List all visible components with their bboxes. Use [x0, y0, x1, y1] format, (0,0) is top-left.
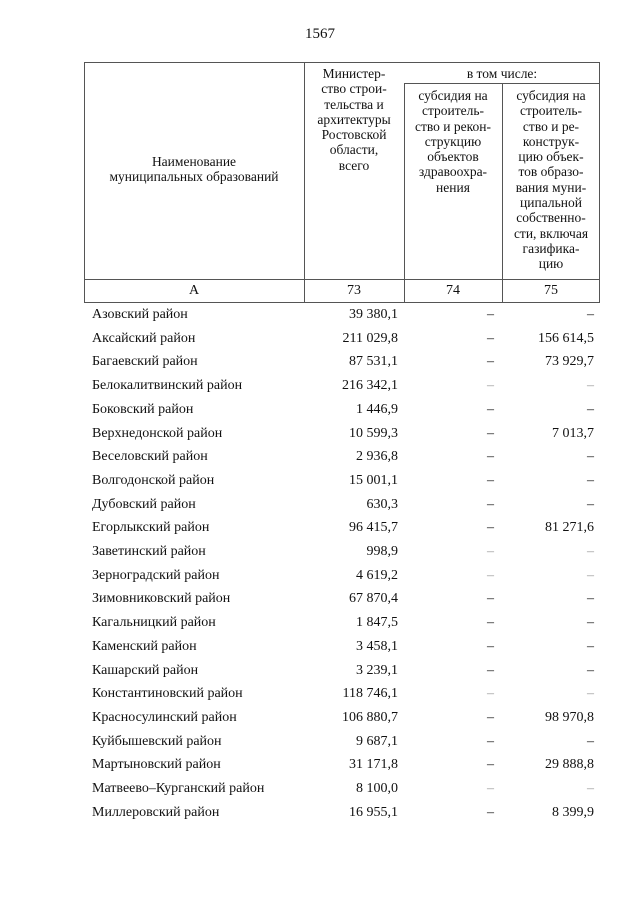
- value-col75: –: [587, 449, 594, 465]
- value-col75: 73 929,7: [545, 354, 594, 370]
- value-col73: 216 342,1: [342, 378, 398, 394]
- value-col75: –: [587, 733, 594, 749]
- table-row: [0, 588, 640, 611]
- district-name: Красносулинский район: [92, 709, 237, 725]
- table-row: [0, 754, 640, 777]
- value-col75: 98 970,8: [545, 709, 594, 725]
- value-col73: 106 880,7: [342, 709, 398, 725]
- district-name: Каменский район: [92, 638, 197, 654]
- value-col73: 998,9: [366, 544, 398, 559]
- district-name: Дубовский район: [92, 496, 196, 512]
- column-index-74: 74: [446, 283, 460, 298]
- district-name: Багаевский район: [92, 354, 198, 370]
- column-index-a: А: [188, 283, 200, 298]
- district-name: Верхнедонской район: [92, 425, 223, 441]
- value-col74: –: [487, 662, 494, 678]
- header-col74: субсидия на строитель- ство и рекон- струкцию объектов здравоохра- нения: [415, 88, 491, 195]
- value-col73: 87 531,1: [349, 354, 398, 370]
- value-col74: –: [487, 472, 494, 488]
- value-col74: –: [487, 638, 494, 654]
- header-including: в том числе:: [466, 66, 538, 81]
- value-col75: 8 399,9: [552, 804, 594, 820]
- table-row: [0, 375, 640, 398]
- value-col75: –: [587, 686, 594, 702]
- value-col74: –: [487, 757, 494, 773]
- header-col75: субсидия на строитель- ство и ре- конструк- цию объек- тов образо- вания муни- ципальной собственно- сти, включая газифика- цию: [513, 88, 589, 272]
- value-col73: 3 239,1: [356, 662, 398, 678]
- table-row: [0, 351, 640, 374]
- value-col73: 16 955,1: [349, 804, 398, 820]
- value-col74: –: [487, 378, 494, 394]
- value-col73: 67 870,4: [349, 591, 398, 607]
- table-row: [0, 802, 640, 825]
- header-rule-incl: [404, 83, 600, 84]
- table-row: [0, 541, 640, 564]
- value-col73: 1 446,9: [356, 401, 398, 417]
- value-col73: 630,3: [366, 496, 398, 512]
- table-row: [0, 660, 640, 683]
- table-row: [0, 328, 640, 351]
- column-index-75: 75: [544, 283, 558, 298]
- value-col74: –: [487, 781, 494, 796]
- value-col75: 29 888,8: [545, 757, 594, 773]
- value-col75: 81 271,6: [545, 520, 594, 536]
- value-col73: 10 599,3: [349, 425, 398, 441]
- value-col75: –: [587, 781, 594, 796]
- table-row: [0, 707, 640, 730]
- table-row: [0, 778, 640, 801]
- value-col74: –: [487, 330, 494, 346]
- district-name: Белокалитвинский район: [92, 378, 243, 394]
- table-row: [0, 565, 640, 588]
- district-name: Аксайский район: [92, 330, 196, 346]
- table-row: [0, 423, 640, 446]
- district-name: Азовский район: [92, 307, 188, 322]
- value-col74: –: [487, 804, 494, 820]
- value-col73: 96 415,7: [349, 520, 398, 536]
- table-row: [0, 612, 640, 635]
- value-col74: –: [487, 709, 494, 725]
- district-name: Заветинский район: [92, 544, 206, 559]
- value-col74: –: [487, 354, 494, 370]
- value-col73: 211 029,8: [342, 330, 398, 346]
- header-col73: Министер- ство строи- тельства и архитектуры Ростовской области, всего: [317, 66, 391, 173]
- table-row: [0, 636, 640, 659]
- value-col74: –: [487, 567, 494, 583]
- value-col75: –: [587, 662, 594, 678]
- value-col73: 3 458,1: [356, 638, 398, 654]
- value-col74: –: [487, 686, 494, 702]
- header-rule-index: [84, 279, 600, 280]
- value-col73: 9 687,1: [356, 733, 398, 749]
- value-col73: 39 380,1: [349, 307, 398, 322]
- value-col73: 15 001,1: [349, 472, 398, 488]
- district-name: Кашарский район: [92, 662, 199, 678]
- value-col74: –: [487, 425, 494, 441]
- value-col74: –: [487, 401, 494, 417]
- value-col75: 7 013,7: [552, 425, 594, 441]
- district-name: Кагальницкий район: [92, 615, 216, 631]
- value-col74: –: [487, 520, 494, 536]
- value-col75: –: [587, 615, 594, 631]
- value-col75: –: [587, 638, 594, 654]
- district-name: Константиновский район: [92, 686, 243, 702]
- value-col75: 156 614,5: [538, 330, 594, 346]
- value-col75: –: [587, 472, 594, 488]
- district-name: Егорлыкский район: [92, 520, 210, 536]
- table-row: [0, 446, 640, 469]
- district-name: Куйбышевский район: [92, 733, 222, 749]
- value-col74: –: [487, 496, 494, 512]
- page-number: 1567: [305, 26, 335, 42]
- district-name: Мартыновский район: [92, 757, 221, 773]
- district-name: Зимовниковский район: [92, 591, 231, 607]
- table-row: [0, 731, 640, 754]
- district-name: Миллеровский район: [92, 804, 220, 820]
- district-name: Зерноградский район: [92, 567, 220, 583]
- value-col73: 8 100,0: [356, 781, 398, 796]
- value-col75: –: [587, 378, 594, 394]
- value-col75: –: [587, 307, 594, 322]
- column-index-73: 73: [347, 283, 361, 298]
- table-row: [0, 517, 640, 540]
- value-col74: –: [487, 591, 494, 607]
- value-col74: –: [487, 733, 494, 749]
- table-row: [0, 494, 640, 517]
- value-col73: 2 936,8: [356, 449, 398, 465]
- value-col75: –: [587, 591, 594, 607]
- value-col73: 4 619,2: [356, 567, 398, 583]
- value-col73: 31 171,8: [349, 757, 398, 773]
- table-row: [0, 683, 640, 706]
- value-col75: –: [587, 544, 594, 559]
- value-col73: 118 746,1: [342, 686, 398, 702]
- table-row: [0, 399, 640, 422]
- district-name: Веселовский район: [92, 449, 208, 465]
- header-name-column: Наименование муниципальных образований: [109, 154, 279, 185]
- value-col75: –: [587, 567, 594, 583]
- value-col74: –: [487, 307, 494, 322]
- district-name: Боковский район: [92, 401, 194, 417]
- district-name: Волгодонской район: [92, 472, 215, 488]
- value-col74: –: [487, 544, 494, 559]
- value-col75: –: [587, 496, 594, 512]
- table-row: [0, 470, 640, 493]
- value-col73: 1 847,5: [356, 615, 398, 631]
- value-col75: –: [587, 401, 594, 417]
- table-row: [0, 304, 640, 327]
- value-col74: –: [487, 615, 494, 631]
- value-col74: –: [487, 449, 494, 465]
- district-name: Матвеево–Курганский район: [92, 781, 265, 796]
